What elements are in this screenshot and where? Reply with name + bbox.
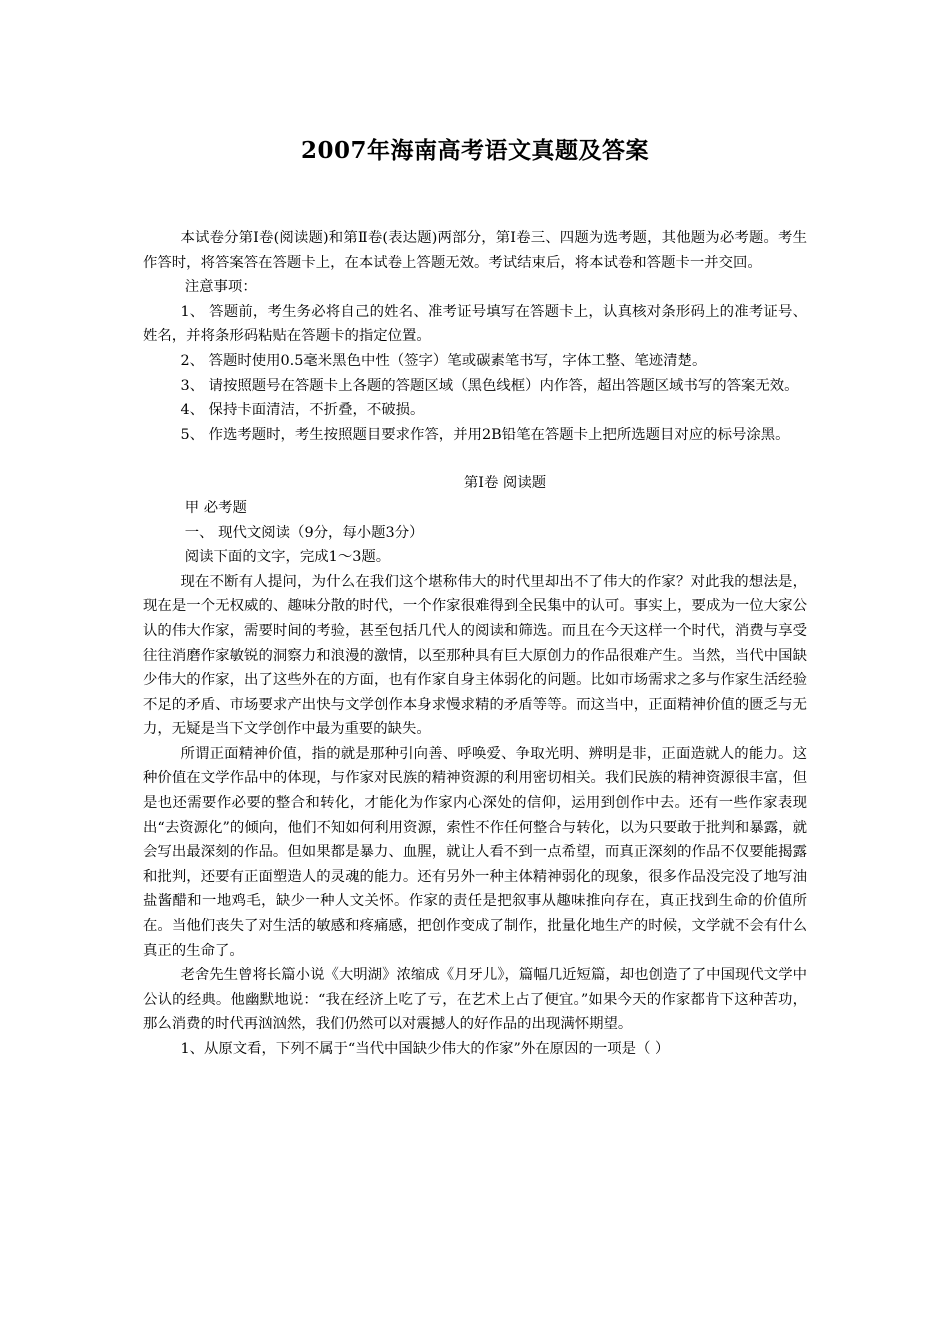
- notice-item: 2、 答题时使用0.5毫米黑色中性（签字）笔或碳素笔书写，字体工整、笔迹清楚。: [180, 352, 707, 369]
- intro-paragraph: 本试卷分第Ⅰ卷(阅读题)和第Ⅱ卷(表达题)两部分，第Ⅰ卷三、四题为选考题，其他题为必考题。考生作答时，将答案答在答题卡上，在本试卷上答题无效。考试结束后，将本试卷和答题卡一并交回。: [143, 230, 807, 271]
- reading-instruction: 阅读下面的文字，完成1～3题。: [184, 549, 391, 566]
- passage-paragraph: 所谓正面精神价值，指的就是那种引向善、呼唤爱、争取光明、辨明是非，正面造就人的能力。这种价值在文学作品中的体现，与作家对民族的精神资源的利用密切相关。我们民族的精神资源很丰富，但是也还需要作必要的整合和转化，才能化为作家内心深处的信仰，运用到创作中去。还有一些作家表现出“去资源化”的倾向，他们不知如何利用资源，索性不作任何整合与转化，以为只要敢于批判和暴露，就会写出最深刻的作品。但如果都是暴力、血腥，就让人看不到一点希望，而真正深刻的作品不仅要能揭露和批判，还要有正面塑造人的灵魂的能力。还有另外一种主体精神弱化的现象，很多作品没完没了地写油盐酱醋和一地鸡毛，缺少一种人文关怀。作家的责任是把叙事从趣味推向存在，真正找到生命的价值所在。当他们丧失了对生活的敏感和疼痛感，把创作变成了制作，批量化地生产的时候，文学就不会有什么真正的生命了。: [143, 745, 807, 959]
- section-title: 第Ⅰ卷 阅读题: [463, 475, 547, 492]
- passage-paragraph: 现在不断有人提问，为什么在我们这个堪称伟大的时代里却出不了伟大的作家？对此我的想法是，现在是一个无权威的、趣味分散的时代，一个作家很难得到全民集中的认可。事实上，要成为一位大家公认的伟大作家，需要时间的考验，甚至包括几代人的阅读和筛选。而且在今天这样一个时代，消费与享受往往消磨作家敏锐的洞察力和浪漫的激情，以至那种具有巨大原创力的作品很难产生。当然，当代中国缺少伟大的作家，出了这些外在的方面，也有作家自身主体弱化的问题。比如市场需求之多与作家生活经验不足的矛盾、市场要求产出快与文学创作本身求慢求精的矛盾等等。而这当中，正面精神价值的匮乏与无力，无疑是当下文学创作中最为重要的缺失。: [143, 573, 807, 738]
- notice-item: 1、 答题前，考生务必将自己的姓名、准考证号填写在答题卡上，认真核对条形码上的准考证号、姓名，并将条形码粘贴在答题卡的指定位置。: [143, 303, 807, 345]
- question-1: 1、从原文看，下列不属于“当代中国缺少伟大的作家”外在原因的一项是（ ）: [180, 1041, 670, 1057]
- passage-paragraph: 老舍先生曾将长篇小说《大明湖》浓缩成《月牙儿》，篇幅几近短篇，却也创造了了中国现代文学中公认的经典。他幽默地说：“我在经济上吃了亏，在艺术上占了便宜。”如果今天的作家都肯下这种苦功，那么消费的时代再汹汹然，我们仍然可以对震撼人的好作品的出现满怀期望。: [143, 967, 807, 1033]
- notice-item: 3、 请按照题号在答题卡上各题的答题区域（黑色线框）内作答，超出答题区域书写的答案无效。: [180, 377, 799, 394]
- notice-heading: 注意事项：: [184, 279, 257, 296]
- part-label: 甲 必考题: [184, 499, 247, 516]
- document-title: 2007年海南高考语文真题及答案: [300, 137, 649, 164]
- notice-item: 5、 作选考题时，考生按照题目要求作答，并用2B铅笔在答题卡上把所选题目对应的标号涂黑。: [180, 426, 790, 443]
- document-body: [143, 226, 807, 1062]
- question-group-heading: 一、 现代文阅读（9分，每小题3分）: [184, 524, 424, 541]
- notice-item: 4、 保持卡面清洁，不折叠，不破损。: [180, 402, 425, 419]
